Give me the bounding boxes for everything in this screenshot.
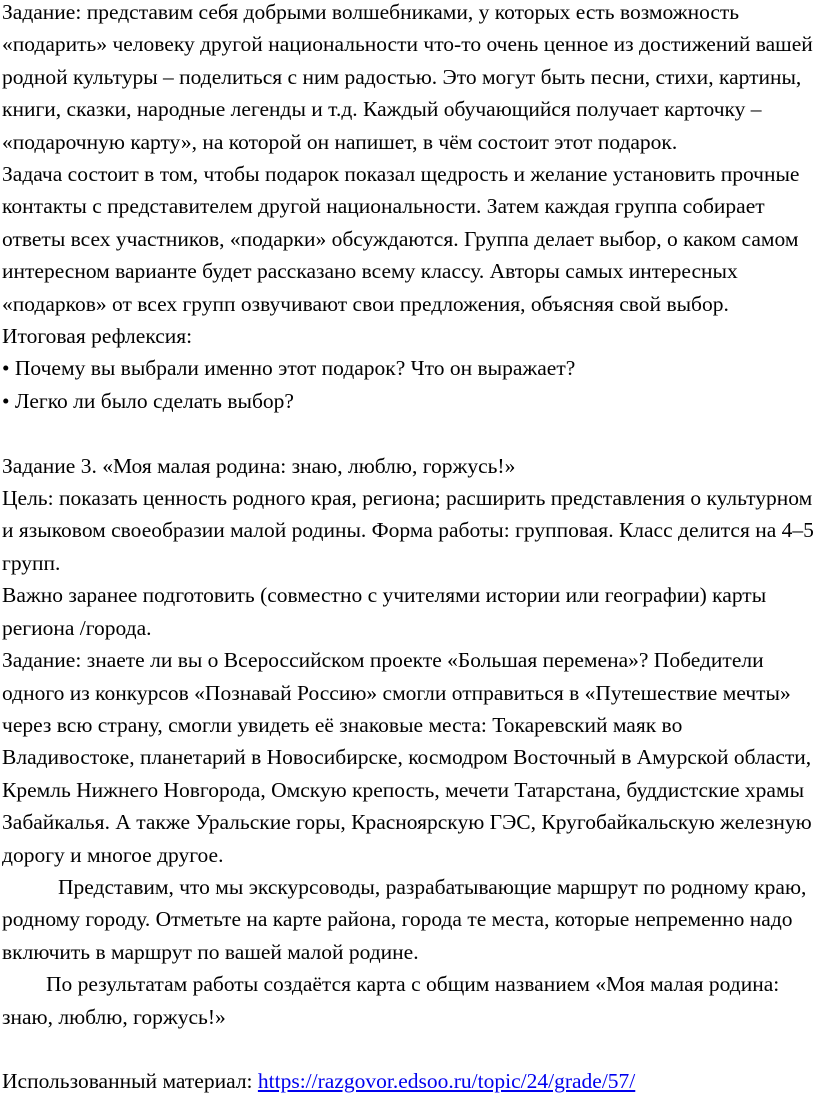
paragraph-preparation: Важно заранее подготовить (совместно с учителями истории или географии) карты региона /города. [2,583,767,640]
reflection-heading: Итоговая рефлексия: [2,324,193,349]
reflection-question-1: • Почему вы выбрали именно этот подарок? Что он выражает? [2,356,576,381]
paragraph-task-text: Задание: знаете ли вы о Всероссийском проекте «Большая перемена»? Победители одного из конкурсов «Познавай Россию» смогли отправиться в «Путешествие мечты» через всю страну, смогли увидеть её знаковые места: Токаревский маяк во Владивостоке, планетарий в Новосибирске, космодром Восточный в Амурской области, Кремль Нижнего Новгорода, Омскую крепость, мечети Татарстана, буддистские храмы Забайкалья. А также Уральские горы, Красноярскую ГЭС, Кругобайкальскую железную дорогу и многое другое. [2,648,812,867]
document-page [2,0,814,1098]
source-link[interactable]: https://razgovor.edsoo.ru/topic/24/grade/57/ [257,1069,636,1094]
paragraph-result: По результатам работы создаётся карта с общим названием «Моя малая родина: знаю, люблю, горжусь!» [2,972,780,1029]
source-label: Использованный материал: [2,1069,258,1094]
task3-title: Задание 3. «Моя малая родина: знаю, люблю, горжусь!» [2,453,516,478]
source-line [2,1065,814,1097]
paragraph-guides: Представим, что мы экскурсоводы, разрабатывающие маршрут по родному краю, родному городу. Отметьте на карте района, города те места, которые непременно надо включить в маршрут по вашей малой родине. [2,874,807,964]
blank-line [2,417,814,449]
paragraph-goal: Цель: показать ценность родного края, региона; расширить представления о культурном и языковом своеобразии малой родины. Форма работы: групповая. Класс делится на 4–5 групп. [2,486,814,575]
reflection-question-2: • Легко ли было сделать выбор? [2,388,294,413]
paragraph-gift-goal: Задача состоит в том, чтобы подарок показал щедрость и желание установить прочные контакты с представителем другой национальности. Затем каждая группа собирает ответы всех участников, «подарки» обсуждаются. Группа делает выбор, о каком самом интересном варианте будет рассказано всему классу. Авторы самых интересных «подарков» от всех групп озвучивают свои предложения, объясняя свой выбор. [2,162,800,316]
blank-line [2,1033,814,1065]
paragraph-gift-task: Задание: представим себя добрыми волшебниками, у которых есть возможность «подарить» человеку другой национальности что-то очень ценное из достижений вашей родной культуры – поделиться с ним радостью. Это могут быть песни, стихи, картины, книги, сказки, народные легенды и т.д. Каждый обучающийся получает карточку – «подарочную карту», на которой он напишет, в чём состоит этот подарок. [2,0,813,154]
